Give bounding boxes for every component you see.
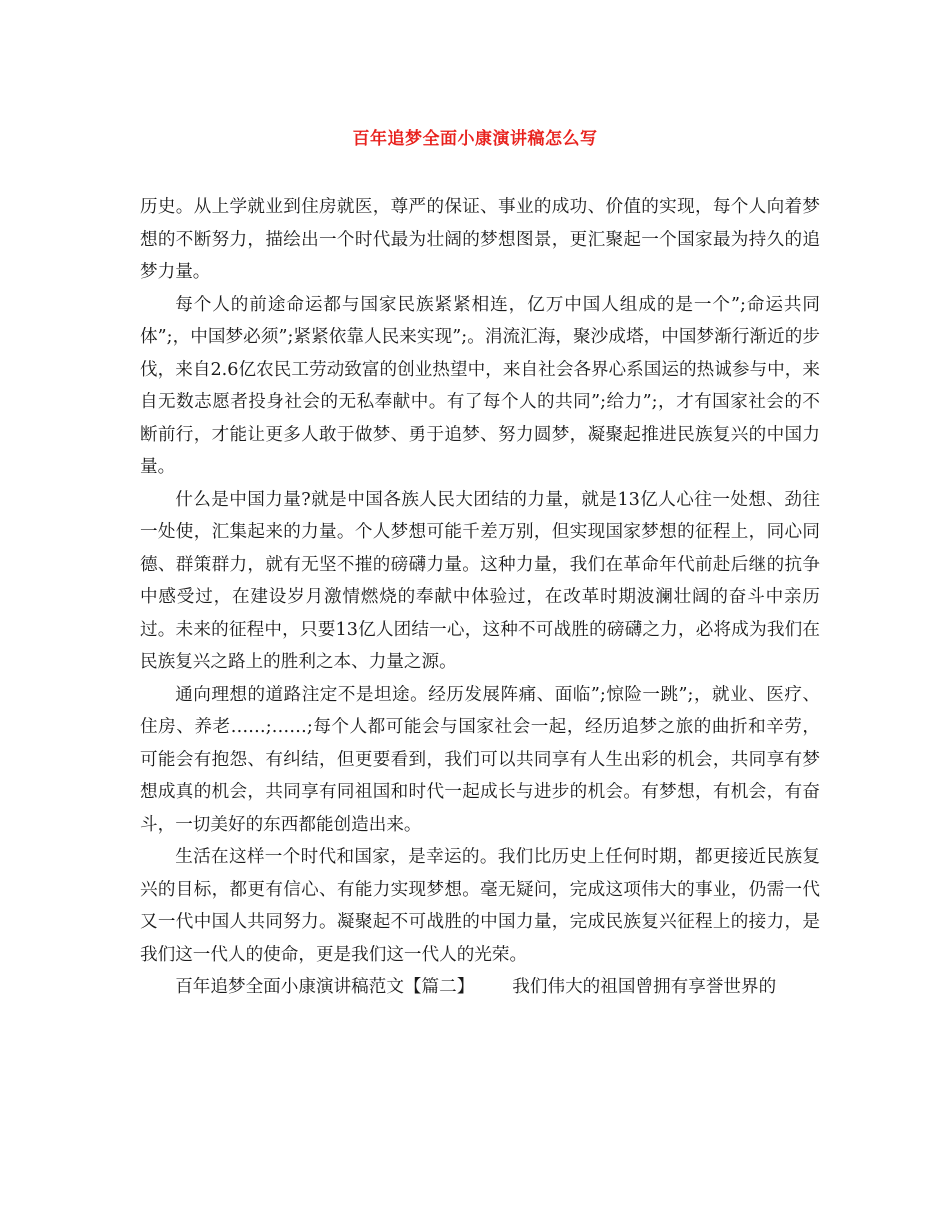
section-heading: 百年追梦全面小康演讲稿范文【篇二】: [175, 977, 475, 997]
paragraph-6-text: 我们伟大的祖国曾拥有享誉世界的: [512, 977, 777, 997]
paragraph-2: 每个人的前途命运都与国家民族紧紧相连，亿万中国人组成的是一个”;命运共同体”;，中国梦必须”;紧紧依靠人民来实现”;。涓流汇海，聚沙成塔，中国梦渐行渐近的步伐，来自2.6亿农民工劳动致富的创业热望中，来自社会各界心系国运的热诚参与中，来自无数志愿者投身社会的无私奉献中。有了每个人的共同”;给力”;，才有国家社会的不断前行，才能让更多人敢于做梦、勇于追梦、努力圆梦，凝聚起推进民族复兴的中国力量。: [140, 294, 820, 477]
paragraph-4: 通向理想的道路注定不是坦途。经历发展阵痛、面临”;惊险一跳”;，就业、医疗、住房、养老……;……;每个人都可能会与国家社会一起，经历追梦之旅的曲折和辛劳，可能会有抱怨、有纠结，但更要看到，我们可以共同享有人生出彩的机会，共同享有梦想成真的机会，共同享有同祖国和时代一起成长与进步的机会。有梦想，有机会，有奋斗，一切美好的东西都能创造出来。: [140, 684, 820, 835]
paragraph-5: 生活在这样一个时代和国家，是幸运的。我们比历史上任何时期，都更接近民族复兴的目标，都更有信心、有能力实现梦想。毫无疑问，完成这项伟大的事业，仍需一代又一代中国人共同努力。凝聚起不可战胜的中国力量，完成民族复兴征程上的接力，是我们这一代人的使命，更是我们这一代人的光荣。: [140, 847, 820, 965]
paragraph-6: [140, 971, 820, 1004]
document-title: 百年追梦全面小康演讲稿怎么写: [352, 129, 598, 149]
document-body: [140, 191, 820, 1004]
paragraph-1: 历史。从上学就业到住房就医，尊严的保证、事业的成功、价值的实现，每个人向着梦想的不断努力，描绘出一个时代最为壮阔的梦想图景，更汇聚起一个国家最为持久的追梦力量。: [140, 197, 820, 282]
paragraph-3: 什么是中国力量?就是中国各族人民大团结的力量，就是13亿人心往一处想、劲往一处使，汇集起来的力量。个人梦想可能千差万别，但实现国家梦想的征程上，同心同德、群策群力，就有无坚不摧的磅礴力量。这种力量，我们在革命年代前赴后继的抗争中感受过，在建设岁月激情燃烧的奉献中体验过，在改革时期波澜壮阔的奋斗中亲历过。未来的征程中，只要13亿人团结一心，这种不可战胜的磅礴之力，必将成为我们在民族复兴之路上的胜利之本、力量之源。: [140, 489, 820, 672]
